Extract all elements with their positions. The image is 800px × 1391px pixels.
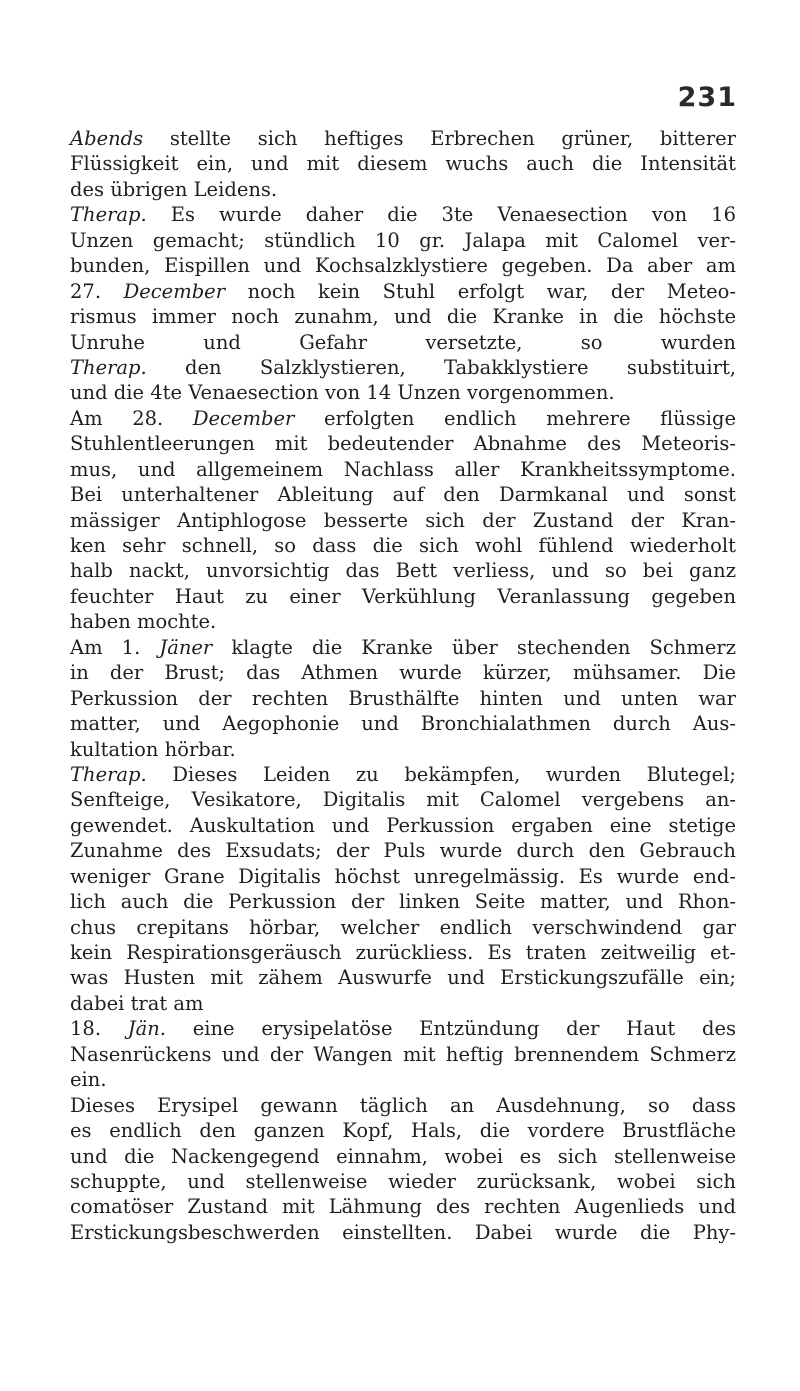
text-line — [70, 1067, 736, 1092]
text-line — [70, 558, 736, 583]
text-segment: Flüssigkeit ein, und mit diesem wuchs auch die Intensität — [70, 152, 736, 176]
text-segment: mässiger Antiphlogose besserte sich der Zustand der Kran- — [70, 508, 736, 532]
text-segment: es endlich den ganzen Kopf, Hals, die vordere Brustfläche — [70, 1119, 736, 1143]
text-line — [70, 279, 736, 304]
text-segment: stellte sich heftiges Erbrechen grüner, bitterer — [143, 127, 736, 150]
text-segment: Erstickungsbeschwerden einstellten. Dabei wurde die Phy- — [70, 1220, 736, 1244]
text-line — [70, 533, 736, 558]
text-segment: haben mochte. — [70, 610, 217, 634]
text-line — [70, 1194, 736, 1219]
text-line — [70, 482, 736, 507]
text-line — [70, 304, 736, 329]
text-line — [70, 1093, 736, 1118]
text-segment: feuchter Haut zu einer Verkühlung Veranlassung gegeben — [70, 584, 736, 608]
text-segment: 27. — [70, 279, 124, 303]
text-segment: schuppte, und stellenweise wieder zurücksank, wobei sich — [70, 1169, 736, 1193]
text-segment: und die 4te Venaesection von 14 Unzen vorgenommen. — [70, 381, 615, 405]
text-line — [70, 787, 736, 812]
text-line — [70, 126, 736, 151]
text-line — [70, 330, 736, 355]
text-segment: bunden, Eispillen und Kochsalzklystiere gegeben. Da aber am — [70, 254, 736, 278]
text-line — [70, 584, 736, 609]
text-line — [70, 151, 736, 176]
text-segment: des übrigen Leidens. — [70, 177, 278, 201]
text-line — [70, 889, 736, 914]
page-number: 231 — [677, 82, 737, 113]
text-segment: chus crepitans hörbar, welcher endlich verschwindend gar — [70, 915, 736, 939]
text-segment: lich auch die Perkussion der linken Seite matter, und Rhon- — [70, 890, 736, 914]
text-line — [70, 431, 736, 456]
text-line — [70, 1169, 736, 1194]
text-segment: Unruhe und Gefahr versetzte, so wurden — [70, 330, 736, 354]
text-segment: Perkussion der rechten Brusthälfte hinten und unten war — [70, 686, 736, 710]
text-line — [70, 253, 736, 278]
text-segment: Es wurde daher die 3te Venaesection von 16 — [146, 203, 736, 227]
text-line — [70, 1118, 736, 1143]
text-segment: den Salzklystieren, Tabakklystiere substituirt, — [146, 355, 736, 379]
italic-text: Jän. — [127, 1017, 166, 1041]
text-segment: noch kein Stuhl erfolgt war, der Meteo- — [225, 279, 736, 303]
italic-text: December — [123, 279, 226, 303]
text-line — [70, 406, 736, 431]
text-segment: klagte die Kranke über stechenden Schmerz — [212, 635, 736, 659]
text-line — [70, 1144, 736, 1169]
text-line — [70, 1220, 736, 1245]
text-line — [70, 711, 736, 736]
text-line — [70, 609, 736, 634]
text-line — [70, 762, 736, 787]
text-segment: ken sehr schnell, so dass die sich wohl fühlend wiederholt — [70, 534, 736, 557]
text-segment: kultation hörbar. — [70, 737, 236, 761]
text-line — [70, 813, 736, 838]
text-segment: Bei unterhaltener Ableitung auf den Darmkanal und sonst — [70, 483, 736, 507]
text-segment: was Husten mit zähem Auswurfe und Erstickungszufälle ein; — [70, 966, 736, 990]
text-segment: halb nackt, unvorsichtig das Bett verliess, und so bei ganz — [70, 559, 736, 583]
text-segment: gewendet. Auskultation und Perkussion ergaben eine stetige — [70, 813, 736, 837]
text-segment: kein Respirationsgeräusch zurückliess. Es traten zeitweilig et- — [70, 941, 736, 964]
text-line — [70, 177, 736, 202]
body-text — [70, 126, 736, 1245]
text-line — [70, 686, 736, 711]
italic-text: Jäner — [159, 635, 213, 659]
text-segment: Am 1. — [70, 635, 160, 659]
text-line — [70, 355, 736, 380]
text-segment: Senfteige, Vesikatore, Digitalis mit Calomel vergebens an- — [70, 788, 736, 812]
text-segment: Nasenrückens und der Wangen mit heftig brennendem Schmerz — [70, 1042, 736, 1066]
text-segment: rismus immer noch zunahm, und die Kranke in die höchste — [70, 305, 736, 329]
text-segment: Dieses Erysipel gewann täglich an Ausdehnung, so dass — [70, 1093, 736, 1117]
text-line — [70, 1042, 736, 1067]
italic-text: Therap. — [70, 203, 147, 227]
text-segment: mus, und allgemeinem Nachlass aller Krankheitssymptome. — [70, 457, 736, 481]
text-line — [70, 737, 736, 762]
text-line — [70, 635, 736, 660]
italic-text: Therap. — [70, 762, 147, 786]
italic-text: Therap. — [70, 355, 147, 379]
text-segment: eine erysipelatöse Entzündung der Haut des — [165, 1017, 736, 1041]
text-line — [70, 1016, 736, 1041]
text-segment: in der Brust; das Athmen wurde kürzer, mühsamer. Die — [70, 661, 736, 685]
text-line — [70, 965, 736, 990]
text-segment: ein. — [70, 1068, 107, 1092]
text-line — [70, 228, 736, 253]
text-segment: weniger Grane Digitalis höchst unregelmässig. Es wurde end- — [70, 864, 736, 888]
text-segment: Am 28. — [70, 406, 193, 430]
text-line — [70, 202, 736, 227]
text-segment: und die Nackengegend einnahm, wobei es sich stellenweise — [70, 1144, 736, 1168]
text-segment: dabei trat am — [70, 991, 204, 1015]
text-segment: Stuhlentleerungen mit bedeutender Abnahme des Meteoris- — [70, 432, 736, 456]
text-segment: comatöser Zustand mit Lähmung des rechten Augenlieds und — [70, 1195, 736, 1219]
text-line — [70, 991, 736, 1016]
text-line — [70, 864, 736, 889]
text-line — [70, 380, 736, 405]
text-line — [70, 508, 736, 533]
text-line — [70, 915, 736, 940]
text-segment: Unzen gemacht; stündlich 10 gr. Jalapa mit Calomel ver- — [70, 228, 736, 252]
italic-text: Abends — [70, 127, 144, 150]
italic-text: December — [192, 406, 295, 430]
text-segment: 18. — [70, 1017, 128, 1041]
text-line — [70, 838, 736, 863]
text-segment: erfolgten endlich mehrere flüssige — [294, 406, 736, 430]
text-line — [70, 457, 736, 482]
text-line — [70, 940, 736, 965]
text-segment: Zunahme des Exsudats; der Puls wurde durch den Gebrauch — [70, 839, 736, 863]
text-segment: matter, und Aegophonie und Bronchialathmen durch Aus- — [70, 712, 736, 736]
text-segment: Dieses Leiden zu bekämpfen, wurden Blutegel; — [146, 762, 736, 786]
text-line — [70, 660, 736, 685]
